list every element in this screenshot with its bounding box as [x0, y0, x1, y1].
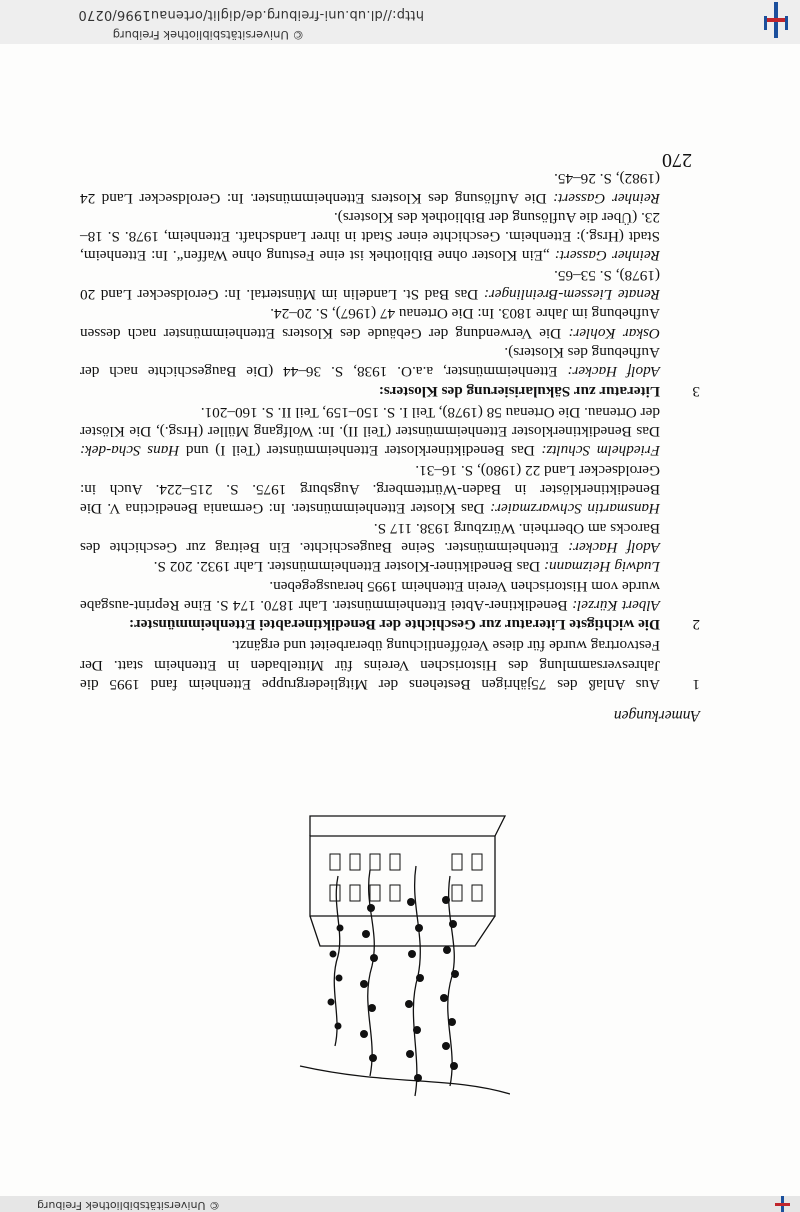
lit-entry	[80, 304, 660, 343]
lit-entry	[80, 518, 660, 557]
viewer-bottom-bar	[0, 1196, 800, 1212]
footer-institution-credit: © Universitätsbibliothek Freiburg	[37, 1199, 220, 1212]
note-title: Literatur zur Säkularisierung des Klosters:	[378, 382, 660, 400]
lit-entry	[80, 265, 660, 304]
lit-text: Benediktiner-Abtei Ettenheimmünster. Lahr 1870. 174 S. Eine Reprint-ausgabe wurde vom Historischen Verein Ettenheim 1995 herausgegeben.	[80, 577, 660, 614]
lit-author: Albert Kürzel:	[572, 596, 660, 614]
note-number: 3	[692, 382, 700, 400]
bottom-bar-flipped	[0, 1196, 800, 1212]
lit-text: Ettenheimmünster. Seine Baugeschichte. Ein Beitrag zur Geschichte des Barocks am Oberrhein. Würzburg 1938. 117 S.	[79, 519, 660, 556]
note-2	[80, 403, 700, 635]
lit-author: Hansmartin Schwarzmaier:	[490, 500, 660, 518]
lit-author: Friedhelm Schultz:	[541, 442, 660, 460]
lit-text: „Ein Kloster ohne Bibliothek ist eine Festung ohne Waffen“. In: Ettenheim, Stadt (Hrsg.): Ettenheim. Geschichte einer Stadt in ihrer Landschaft. Ettenheim, 1978. S. 18–23. (Über die Auflösung der Bibliothek des Klosters).	[79, 208, 660, 265]
note-number: 1	[692, 676, 700, 693]
monastery-illustration	[290, 806, 510, 1106]
lit-author: Reinher Gassert:	[554, 247, 660, 265]
note-1	[80, 636, 700, 694]
lit-entry	[80, 557, 660, 576]
lit-author: Ludwig Heizmann:	[543, 558, 660, 576]
scanned-page	[0, 44, 800, 1196]
lit-author: Adolf Hacker:	[568, 538, 660, 556]
top-bar-flipped	[0, 0, 800, 44]
lit-text: Ettenheimmünster, a.a.O. 1938, S. 36–44 (Die Baugeschichte nach der Aufhebung des Klosters).	[79, 343, 660, 381]
lit-text: Das Benediktiner-Kloster Ettenheimmünster. Lahr 1932. 202 S.	[153, 558, 541, 576]
lit-author: Renate Liessem-Breinlinger:	[483, 286, 660, 304]
lit-entry	[80, 403, 660, 461]
note-3	[80, 169, 700, 401]
note-number: 2	[692, 616, 700, 634]
ub-freiburg-logo-small-icon	[770, 1196, 794, 1212]
note-text: Aus Anlaß des 75jährigen Bestehens der Mitgliedergruppe Ettenheim fand 1995 die Jahresversammlung des Historischen Vereins für Mittelbaden in Ettenheim statt. Der Festvortrag wurde für diese Veröffentlichung überarbeitet und ergänzt.	[80, 637, 660, 693]
notes-list	[80, 169, 700, 694]
ub-freiburg-logo-icon	[758, 2, 794, 40]
page-content-rotated	[0, 44, 800, 1196]
lit-text: Die Verwendung der Gebäude des Klosters Ettenheimmünster nach dessen Aufhebung im Jahre 1803. In: Die Ortenau 47 (1967), S. 20–24.	[80, 305, 660, 342]
section-heading: Anmerkungen	[613, 707, 700, 724]
lit-text: Das Benediktinerkloster Ettenheimmünster (Teil I) und	[185, 442, 535, 460]
institution-credit: © Universitätsbibliothek Freiburg	[112, 28, 304, 42]
lit-author: Reinher Gassert:	[553, 189, 660, 207]
lit-entry	[80, 169, 660, 208]
note-title: Die wichtigste Literatur zur Geschichte der Benediktinerabtei Ettenheimmünster:	[128, 616, 660, 634]
viewer-top-bar	[0, 0, 800, 44]
lit-author: Hans Scha-dek:	[80, 442, 180, 460]
lit-entry	[80, 343, 660, 382]
source-url[interactable]: http://dl.ub.uni-freiburg.de/diglit/ortenau1996/0270	[78, 7, 424, 22]
lit-text: Das Benediktinerkloster Ettenheimmünster (Teil II). In: Wolfgang Müller (Hrsg.), Die Klöster der Ortenau. Die Ortenau 58 (1978), Teil I. S. 150–159, Teil II. S. 160–201.	[80, 403, 660, 441]
lit-text: Die Auflösung des Klosters Ettenheimmünster. In: Geroldsecker Land 24 (1982), S. 26–45.	[80, 170, 660, 207]
lit-entry	[80, 576, 660, 615]
lit-text: Das Bad St. Landelin im Münstertal. In: Geroldsecker Land 20 (1978), S. 53–65.	[80, 266, 660, 304]
page-number: 270	[662, 149, 692, 171]
lit-author: Adolf Hacker:	[567, 363, 660, 381]
lit-entry	[80, 208, 660, 266]
lit-author: Oskar Kohler:	[568, 324, 660, 342]
lit-entry	[80, 460, 660, 518]
lit-text: Das Kloster Ettenheimmünster. In: Germania Benedictina V. Die Benediktinerklöster in Baden-Württemberg. Augsburg 1975. S. 215–224. Auch in: Geroldsecker Land 22 (1980), S. 16–31.	[80, 461, 660, 518]
